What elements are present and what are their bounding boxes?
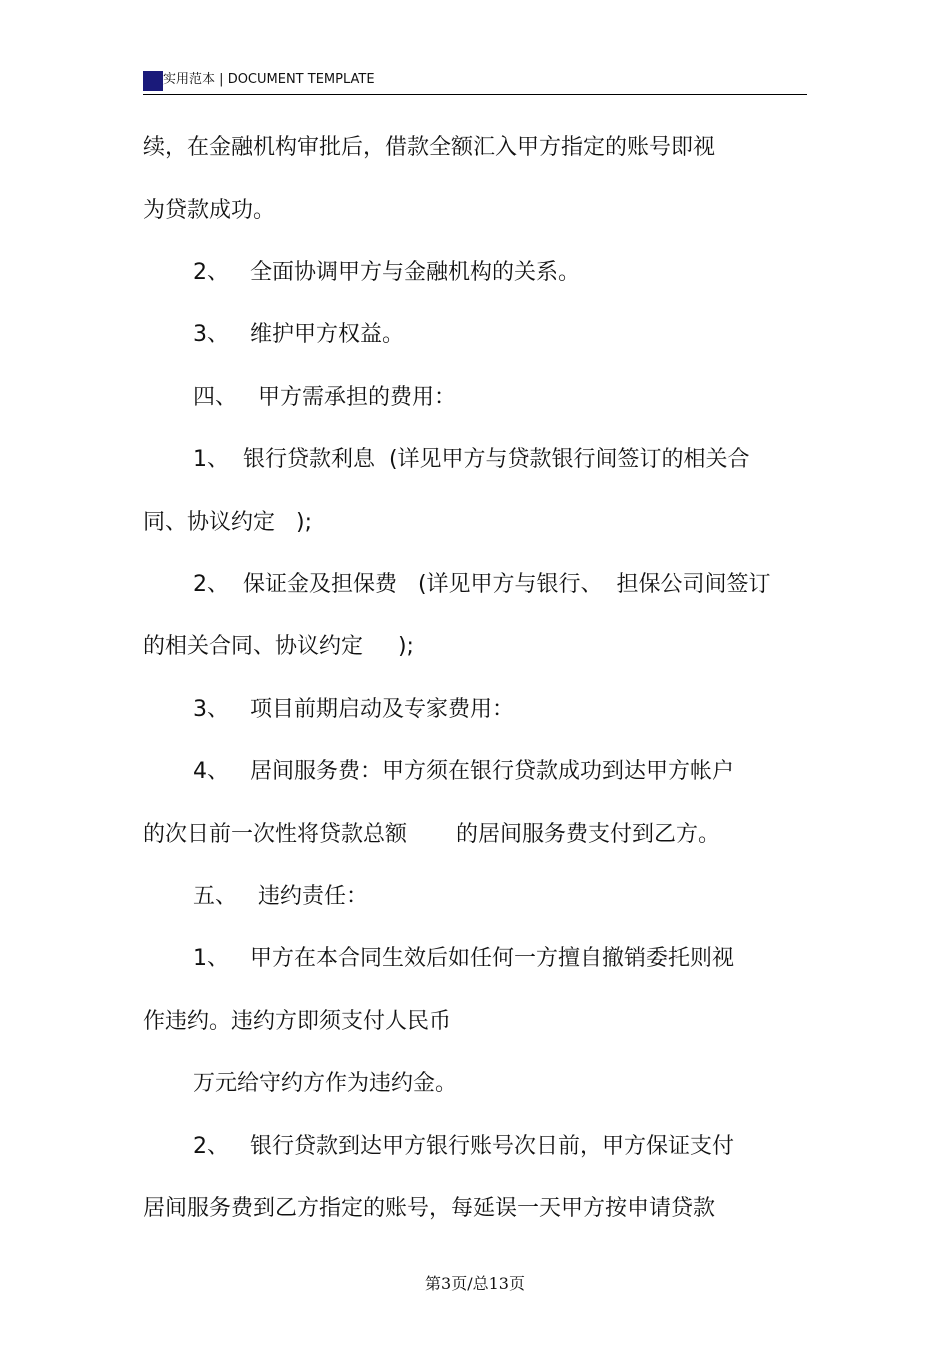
header-text	[163, 71, 375, 89]
body-line: 续，在金融机构审批后，借款全额汇入甲方指定的账号即视	[143, 135, 716, 160]
body-line: 同、协议约定 );	[143, 510, 312, 535]
body-line: 2、 全面协调甲方与金融机构的关系。	[193, 260, 580, 285]
body-line: 3、 维护甲方权益。	[193, 322, 404, 347]
body-line: 1、 银行贷款利息 (详见甲方与贷款银行间签订的相关合	[193, 447, 750, 472]
header-logo-block	[143, 71, 163, 91]
body-line: 为贷款成功。	[143, 198, 276, 223]
body-line: 的相关合同、协议约定 );	[143, 634, 414, 659]
body-line: 居间服务费到乙方指定的账号，每延误一天甲方按申请贷款	[143, 1196, 716, 1221]
page-header	[143, 70, 807, 95]
body-line: 五、 违约责任：	[193, 884, 368, 909]
body-line: 四、 甲方需承担的费用：	[193, 385, 456, 410]
header-subtitle: DOCUMENT TEMPLATE	[227, 72, 375, 87]
body-line: 3、 项目前期启动及专家费用：	[193, 697, 514, 722]
body-line: 2、 保证金及担保费 (详见甲方与银行、 担保公司间签订	[193, 572, 771, 597]
header-separator: |	[219, 72, 224, 87]
body-line: 的次日前一次性将贷款总额 的居间服务费支付到乙方。	[143, 822, 720, 847]
body-line: 4、 居间服务费：甲方须在银行贷款成功到达甲方帐户	[193, 759, 734, 784]
body-line: 万元给守约方作为违约金。	[193, 1071, 458, 1096]
body-line: 作违约。违约方即须支付人民币	[143, 1009, 452, 1034]
body-line: 1、 甲方在本合同生效后如任何一方擅自撤销委托则视	[193, 946, 734, 971]
body-line: 2、 银行贷款到达甲方银行账号次日前，甲方保证支付	[193, 1134, 734, 1159]
page-number: 第3页/总13页	[425, 1274, 525, 1293]
header-title: 实用范本	[163, 72, 216, 87]
